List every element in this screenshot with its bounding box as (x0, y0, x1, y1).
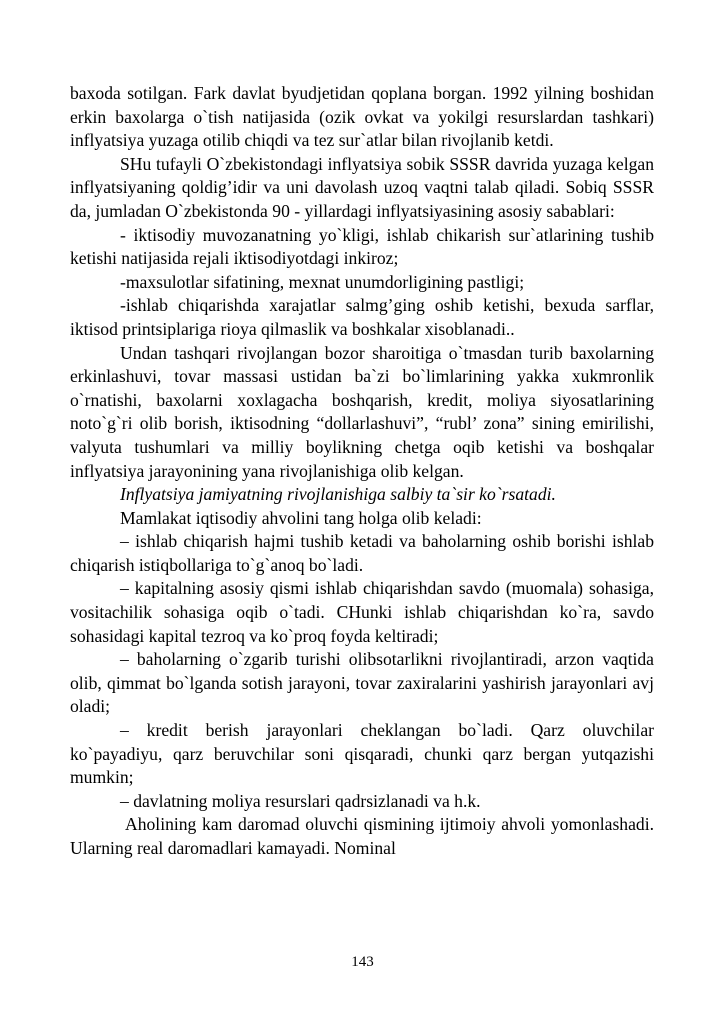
list-item-1: - iktisodiy muvozanatning yo`kligi, ishlab chikarish sur`atlarining tushib ketishi natijasida rejali iktisodiyotdagi inkiroz; (70, 224, 654, 269)
paragraph-3: Undan tashqari rivojlangan bozor sharoitiga o`tmasdan turib baxolarning erkinlashuvi, tovar massasi ustidan ba`zi bo`limlarining yakka xukmronlik o`rnatishi, baxolarni xoxlagacha boshqarish, kredit, moliya siyosatlarining noto`g`ri olib borish, iktisodning “dollarlashuvi”, “rubl’ zona” sining emirilishi, valyuta tushumlari va milliy boylikning chetga oqib ketishi va boshqalar inflyatsiya jarayonining yana rivojlanishiga olib kelgan. (70, 342, 654, 481)
paragraph-2: SHu tufayli O`zbekistondagi inflyatsiya sobik SSSR davrida yuzaga kelgan inflyatsiyaning qoldig’idir va uni davolash uzoq vaqtni talab qiladi. Sobiq SSSR da, jumladan O`zbekistonda 90 - yillardagi inflyatsiyasining asosiy sabablari: (70, 153, 654, 221)
italic-heading: Inflyatsiya jamiyatning rivojlanishiga salbiy ta`sir ko`rsatadi. (120, 484, 556, 505)
list-item-5: – kapitalning asosiy qismi ishlab chiqarishdan savdo (muomala) sohasiga, vositachilik sohasiga oqib o`tadi. CHunki ishlab chiqarishdan ko`ra, savdo sohasidagi kapital tezroq va ko`proq foyda keltiradi; (70, 578, 654, 646)
paragraph-1: baxoda sotilgan. Fark davlat byudjetidan qoplana borgan. 1992 yilning boshidan erkin baxolarga o`tish natijasida (ozik ovkat va yokilgi resurslardan tashkari) inflyatsiya yuzaga otilib chiqdi va tez sur`atlar bilan rivojlanib ketdi. (70, 83, 654, 151)
list-item-2: -maxsulotlar sifatining, mexnat unumdorligining pastligi; (120, 271, 525, 292)
list-item-7: – kredit berish jarayonlari cheklangan bo`ladi. Qarz oluvchilar ko`payadiyu, qarz beruvchilar soni qisqaradi, chunki qarz bergan yutqazishi mumkin; (70, 720, 654, 788)
list-item-3: -ishlab chiqarishda xarajatlar salmg’ging oshib ketishi, bexuda sarflar, iktisod printsiplariga rioya qilmaslik va boshkalar xisoblanadi.. (70, 295, 654, 339)
list-item-6: – baholarning o`zgarib turishi olibsotarlikni rivojlantiradi, arzon vaqtida olib, qimmat bo`lganda sotish jarayoni, tovar zaxiralarini yashirish jarayonlari avj oladi; (70, 649, 654, 717)
list-item-8: – davlatning moliya resurslari qadrsizlanadi va h.k. (120, 790, 481, 811)
list-item-4: – ishlab chiqarish hajmi tushib ketadi va baholarning oshib borishi ishlab chiqarish istiqbollariga to`g`anoq bo`ladi. (70, 531, 654, 575)
paragraph-4: Mamlakat iqtisodiy ahvolini tang holga olib keladi: (120, 507, 482, 528)
document-page (70, 82, 654, 861)
page-number: 143 (351, 954, 374, 970)
paragraph-5: Aholining kam daromad oluvchi qismining ijtimoiy ahvoli yomonlashadi. Ularning real daromadlari kamayadi. Nominal (70, 814, 654, 858)
